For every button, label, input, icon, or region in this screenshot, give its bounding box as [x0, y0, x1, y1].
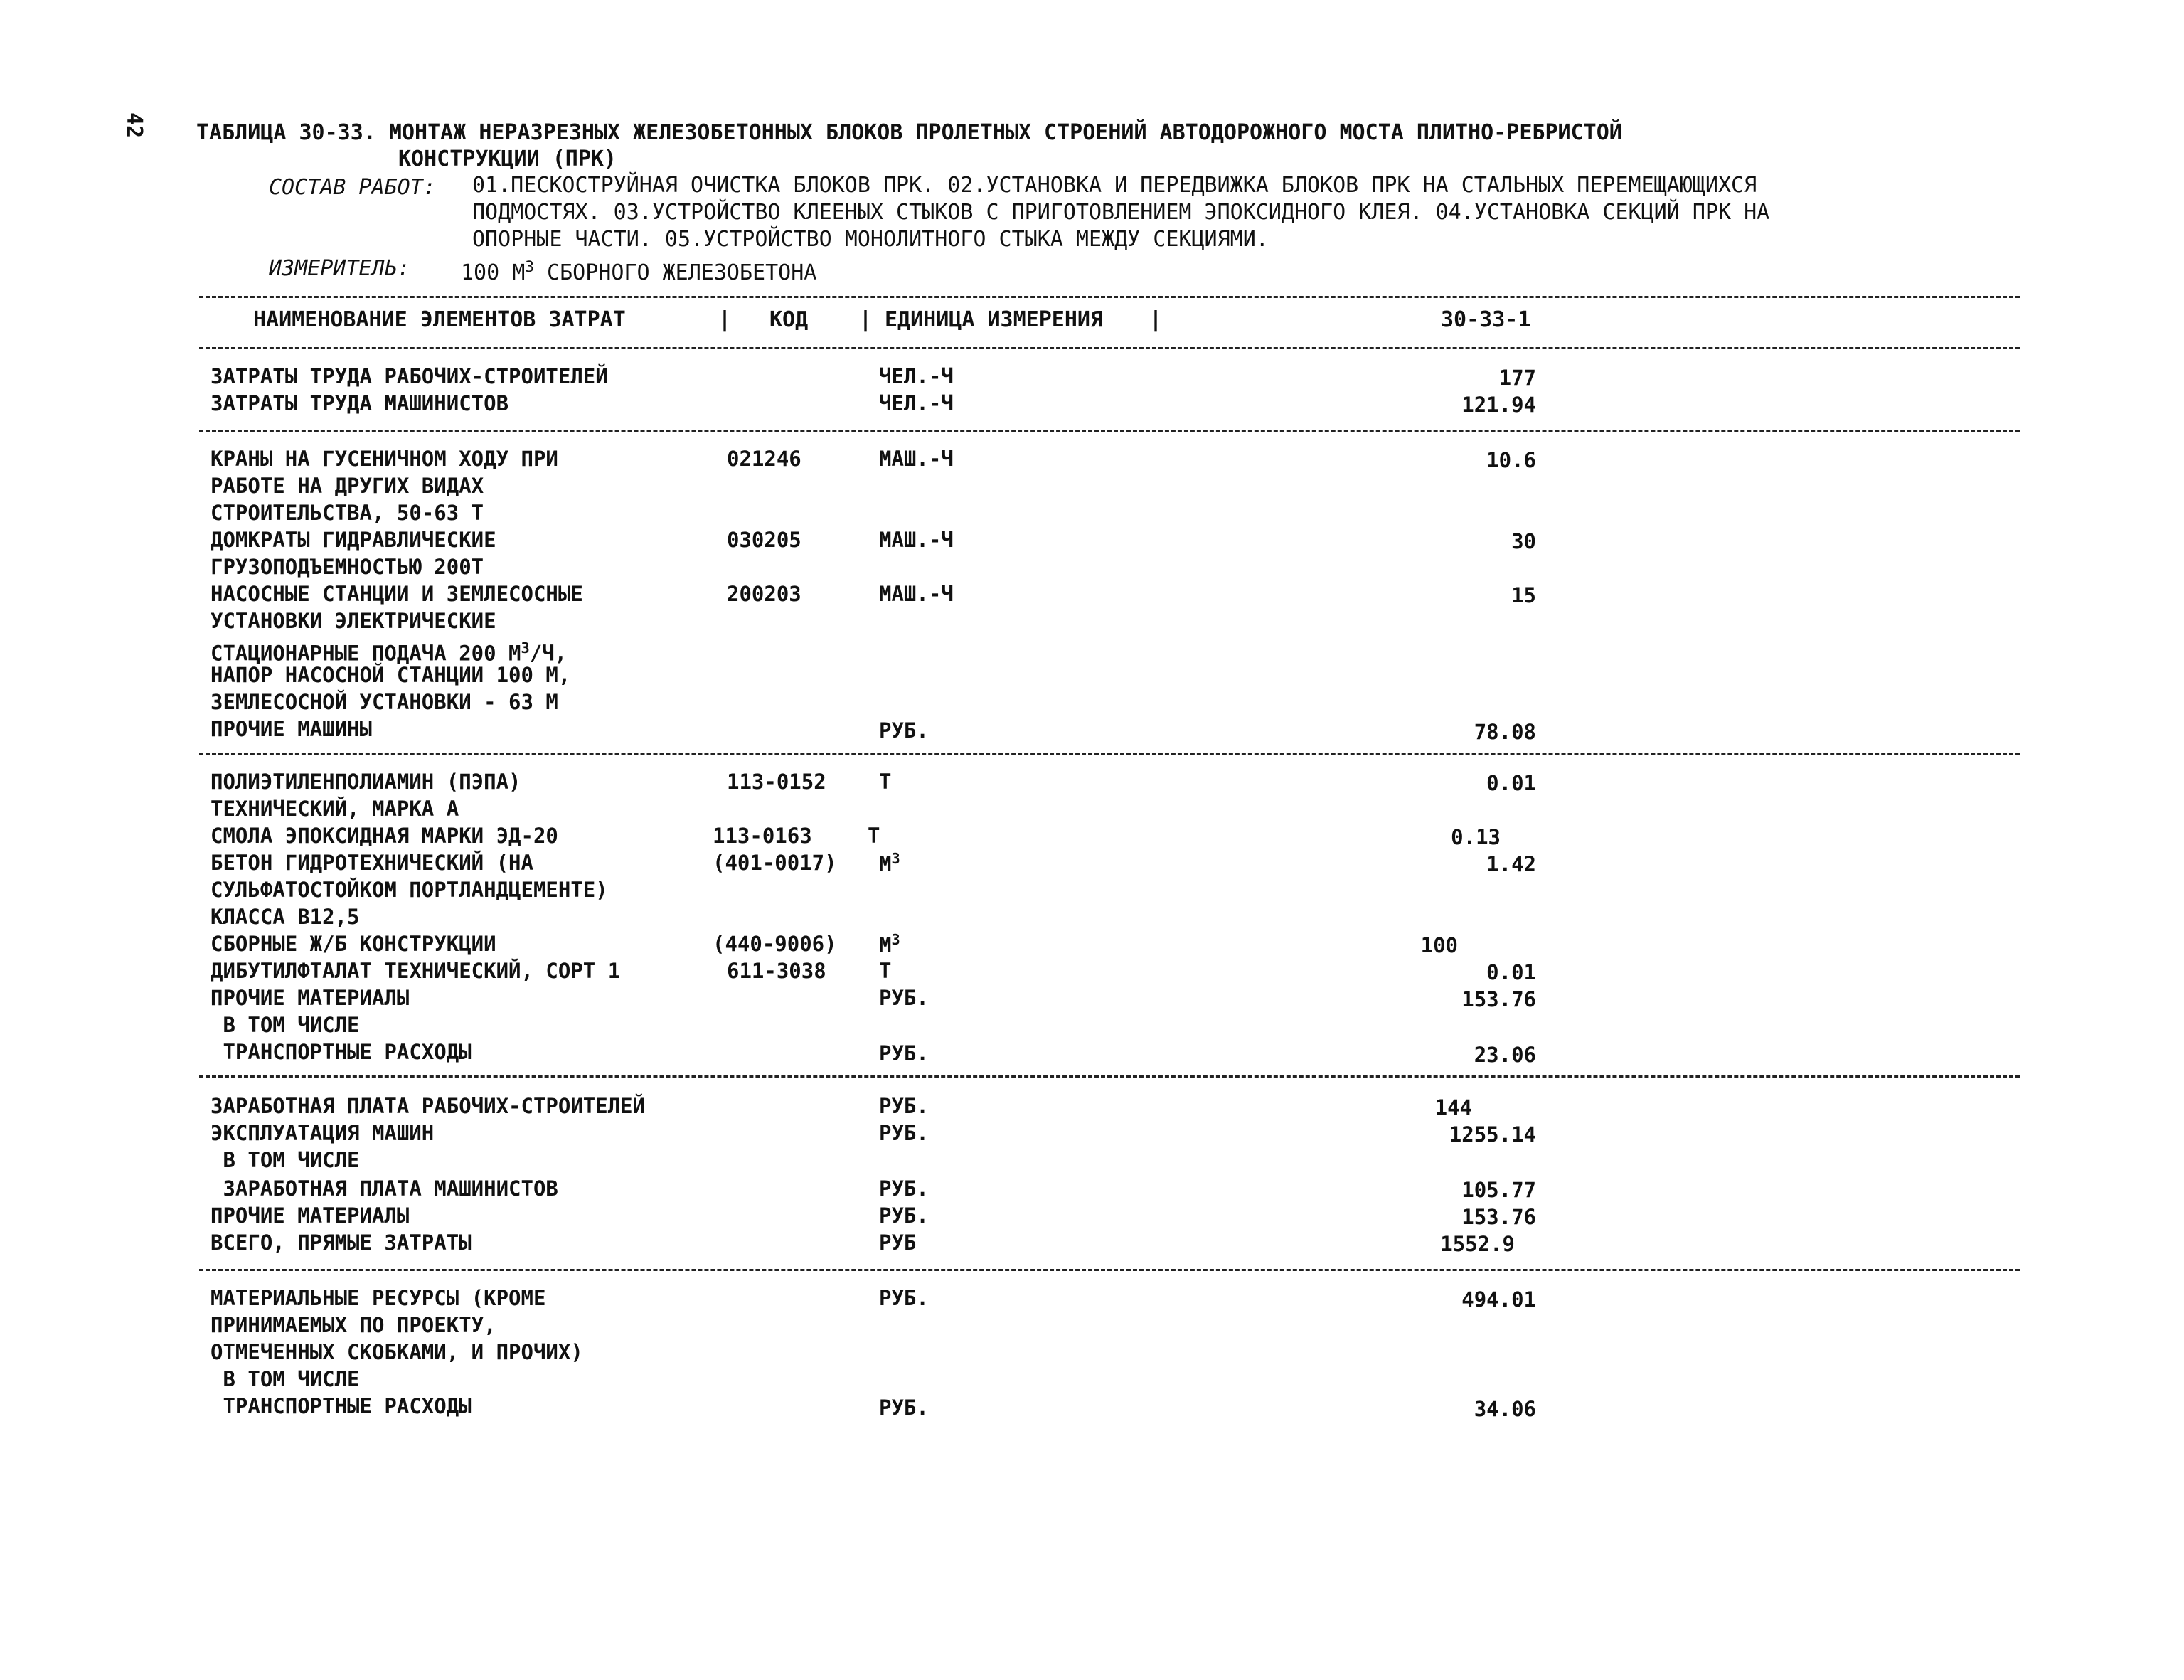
row-value: 1255.14	[1449, 1122, 1536, 1147]
row-value: 0.01	[1486, 771, 1536, 795]
header-column: 30-33-1	[1441, 307, 1531, 332]
row-name: МАТЕРИАЛЬНЫЕ РЕСУРСЫ (КРОМЕ	[211, 1286, 546, 1310]
row-unit: РУБ.	[879, 1286, 929, 1310]
row-name: ОТМЕЧЕННЫХ СКОБКАМИ, И ПРОЧИХ)	[211, 1340, 583, 1364]
header-name: НАИМЕНОВАНИЕ ЭЛЕМЕНТОВ ЗАТРАТ	[253, 307, 626, 332]
row-value: 0.13	[1451, 825, 1501, 849]
row-name: НАПОР НАСОСНОЙ СТАНЦИИ 100 М,	[211, 663, 571, 687]
divider	[199, 1269, 2020, 1271]
row-value: 0.01	[1486, 960, 1536, 984]
row-unit: МАШ.-Ч	[879, 582, 954, 606]
row-name: ГРУЗОПОДЪЕМНОСТЬЮ 200Т	[211, 555, 484, 579]
row-unit: ЧЕЛ.-Ч	[879, 391, 954, 415]
row-value: 100	[1420, 933, 1458, 957]
row-name: ДОМКРАТЫ ГИДРАВЛИЧЕСКИЕ	[211, 528, 496, 552]
divider	[199, 753, 2020, 755]
row-value: 34.06	[1474, 1397, 1536, 1421]
header-unit: ЕДИНИЦА ИЗМЕРЕНИЯ	[885, 307, 1104, 332]
row-unit: РУБ.	[879, 1203, 929, 1228]
row-name: ЗАТРАТЫ ТРУДА РАБОЧИХ-СТРОИТЕЛЕЙ	[211, 364, 608, 388]
row-name: СТРОИТЕЛЬСТВА, 50-63 Т	[211, 501, 484, 525]
row-unit: ЧЕЛ.-Ч	[879, 364, 954, 388]
table-title-cont: КОНСТРУКЦИИ (ПРК)	[398, 147, 617, 171]
row-name: КЛАССА В12,5	[211, 905, 360, 929]
row-name: В ТОМ ЧИСЛЕ	[211, 1013, 360, 1037]
row-name: В ТОМ ЧИСЛЕ	[211, 1148, 360, 1172]
row-name: ПОЛИЭТИЛЕНПОЛИАМИН (ПЭПА)	[211, 770, 521, 794]
row-name: ЗАРАБОТНАЯ ПЛАТА МАШИНИСТОВ	[211, 1176, 558, 1201]
page-number: 42	[122, 112, 147, 139]
row-value: 144	[1434, 1095, 1472, 1120]
composition-line-3: ОПОРНЫЕ ЧАСТИ. 05.УСТРОЙСТВО МОНОЛИТНОГО СТЫКА МЕЖДУ СЕКЦИЯМИ.	[472, 227, 1269, 252]
row-name: ПРОЧИЕ МАТЕРИАЛЫ	[211, 1203, 410, 1228]
row-name: УСТАНОВКИ ЭЛЕКТРИЧЕСКИЕ	[211, 609, 496, 633]
row-code: 113-0163	[713, 824, 812, 848]
row-name: ПРОЧИЕ МАТЕРИАЛЫ	[211, 986, 410, 1010]
row-name: БЕТОН ГИДРОТЕХНИЧЕСКИЙ (НА	[211, 851, 533, 875]
row-name: СУЛЬФАТОСТОЙКОМ ПОРТЛАНДЦЕМЕНТЕ)	[211, 878, 608, 902]
row-code: 611-3038	[727, 959, 826, 983]
row-unit: РУБ.	[879, 718, 929, 743]
row-unit: $М^3$	[879, 850, 900, 876]
row-unit: МАШ.-Ч	[879, 447, 954, 471]
row-unit: РУБ.	[879, 1041, 929, 1065]
row-name: СМОЛА ЭПОКСИДНАЯ МАРКИ ЭД-20	[211, 824, 558, 848]
row-value: 23.06	[1474, 1043, 1536, 1067]
row-code: 030205	[727, 528, 801, 552]
row-name: ДИБУТИЛФТАЛАТ ТЕХНИЧЕСКИЙ, СОРТ 1	[211, 959, 621, 983]
row-value: 78.08	[1474, 720, 1536, 744]
row-name: ТРАНСПОРТНЫЕ РАСХОДЫ	[211, 1394, 472, 1418]
row-unit: МАШ.-Ч	[879, 528, 954, 552]
row-unit: РУБ.	[879, 1176, 929, 1201]
row-name: ПРИНИМАЕМЫХ ПО ПРОЕКТУ,	[211, 1313, 496, 1337]
divider	[199, 296, 2020, 298]
row-code: (440-9006)	[713, 932, 837, 956]
row-value: 121.94	[1461, 393, 1536, 417]
row-unit: РУБ.	[879, 1094, 929, 1118]
header-sep: |	[718, 307, 732, 332]
divider	[199, 430, 2020, 432]
header-sep: |	[1149, 307, 1163, 332]
row-unit: $М^3$	[879, 931, 900, 957]
row-name: СБОРНЫЕ Ж/Б КОНСТРУКЦИИ	[211, 932, 496, 956]
row-name: ЗЕМЛЕСОСНОЙ УСТАНОВКИ - 63 М	[211, 690, 558, 714]
row-name: ПРОЧИЕ МАШИНЫ	[211, 717, 372, 741]
row-unit: Т	[868, 824, 880, 848]
row-name: ЗАРАБОТНАЯ ПЛАТА РАБОЧИХ-СТРОИТЕЛЕЙ	[211, 1094, 646, 1118]
row-name: КРАНЫ НА ГУСЕНИЧНОМ ХОДУ ПРИ	[211, 447, 558, 471]
row-code: (401-0017)	[713, 851, 837, 875]
header-code: КОД	[769, 307, 809, 332]
row-value: 10.6	[1486, 448, 1536, 472]
row-unit: РУБ.	[879, 1395, 929, 1420]
row-value: 1.42	[1486, 852, 1536, 876]
row-name: ЭКСПЛУАТАЦИЯ МАШИН	[211, 1121, 435, 1145]
row-name: НАСОСНЫЕ СТАНЦИИ И ЗЕМЛЕСОСНЫЕ	[211, 582, 583, 606]
composition-line-2: ПОДМОСТЯХ. 03.УСТРОЙСТВО КЛЕЕНЫХ СТЫКОВ С ПРИГОТОВЛЕНИЕМ ЭПОКСИДНОГО КЛЕЯ. 04.УСТАНОВКА СЕКЦИЙ ПРК НА	[472, 200, 1770, 225]
row-value: 105.77	[1461, 1178, 1536, 1202]
row-unit: Т	[879, 770, 892, 794]
row-value: 177	[1498, 366, 1536, 390]
composition-label: СОСТАВ РАБОТ:	[269, 175, 436, 200]
row-name: В ТОМ ЧИСЛЕ	[211, 1367, 360, 1391]
row-unit: РУБ	[879, 1230, 917, 1255]
row-value: 153.76	[1461, 987, 1536, 1011]
meter-label: ИЗМЕРИТЕЛЬ:	[269, 256, 410, 281]
row-value: 1552.9	[1440, 1232, 1515, 1256]
row-value: 15	[1511, 583, 1536, 607]
row-name: ЗАТРАТЫ ТРУДА МАШИНИСТОВ	[211, 391, 509, 415]
row-unit: Т	[879, 959, 892, 983]
row-value: 494.01	[1461, 1287, 1536, 1312]
row-unit: РУБ.	[879, 986, 929, 1010]
divider	[199, 1075, 2020, 1078]
row-code: 200203	[727, 582, 801, 606]
composition-line-1: 01.ПЕСКОСТРУЙНАЯ ОЧИСТКА БЛОКОВ ПРК. 02.УСТАНОВКА И ПЕРЕДВИЖКА БЛОКОВ ПРК НА СТАЛЬНЫХ ПЕРЕМЕЩАЮЩИХСЯ	[472, 173, 1757, 198]
row-name: ТЕХНИЧЕСКИЙ, МАРКА А	[211, 797, 459, 821]
row-code: 113-0152	[727, 770, 826, 794]
row-value: 153.76	[1461, 1205, 1536, 1229]
table-title: ТАБЛИЦА 30-33. МОНТАЖ НЕРАЗРЕЗНЫХ ЖЕЛЕЗОБЕТОННЫХ БЛОКОВ ПРОЛЕТНЫХ СТРОЕНИЙ АВТОДОРОЖНОГО МОСТА ПЛИТНО-РЕБРИСТОЙ	[196, 120, 1622, 145]
row-name: ТРАНСПОРТНЫЕ РАСХОДЫ	[211, 1040, 472, 1064]
row-name: ВСЕГО, ПРЯМЫЕ ЗАТРАТЫ	[211, 1230, 472, 1255]
row-unit: РУБ.	[879, 1121, 929, 1145]
divider	[199, 347, 2020, 349]
header-sep: |	[859, 307, 873, 332]
row-name: СТАЦИОНАРНЫЕ ПОДАЧА 200 $М^3/Ч$,	[211, 639, 568, 666]
row-value: 30	[1511, 529, 1536, 553]
meter-value: 100 $М^3$ СБОРНОГО ЖЕЛЕЗОБЕТОНА	[461, 258, 817, 285]
row-code: 021246	[727, 447, 801, 471]
row-name: РАБОТЕ НА ДРУГИХ ВИДАХ	[211, 474, 484, 498]
